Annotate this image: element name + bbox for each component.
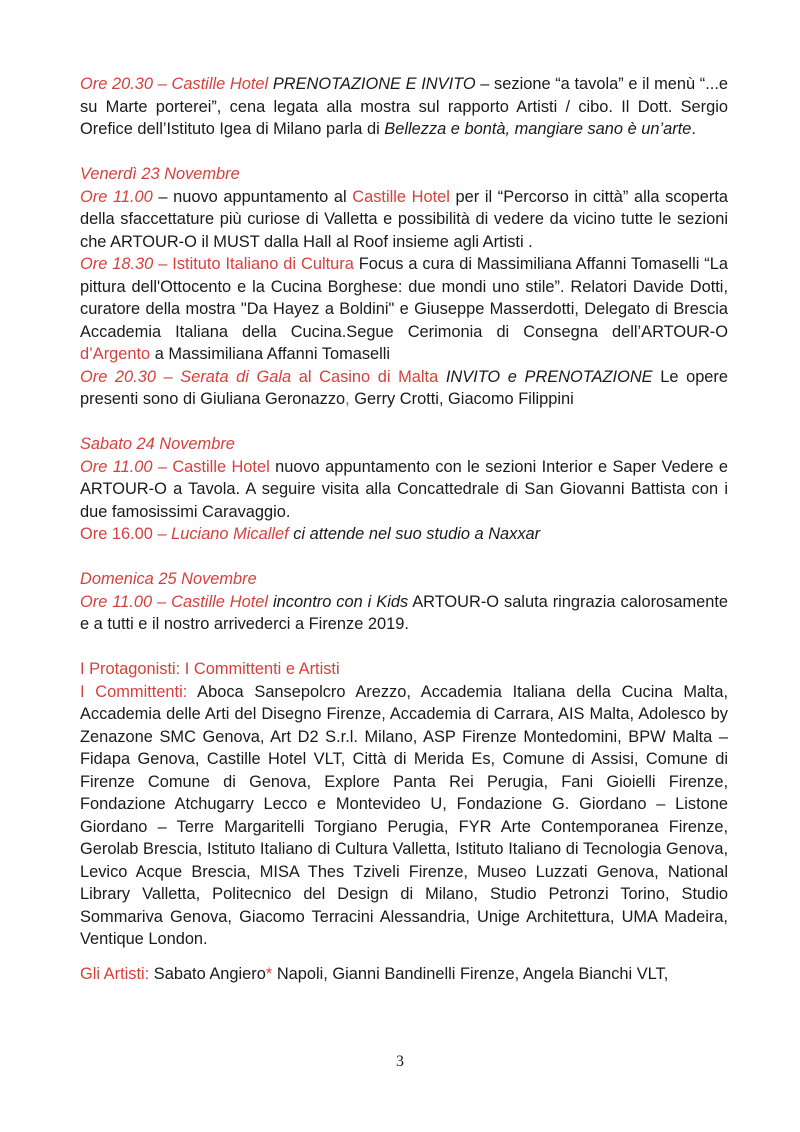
talk-title: Bellezza e bontà, mangiare sano è un’arte <box>384 120 692 138</box>
committenti-names: Aboca Sansepolcro Arezzo, Accademia Italiana della Cucina Malta, Accademia delle Arti del Disegno Firenze, Accademia di Carrara, AIS Malta, Adolesco by Zenazone SMC Genova, Art D2 S.r.l. Milano, ASP Firenze Montedomini, BPW Malta – Fidapa Genova, Castille Hotel VLT, Città di Merida Es, Comune di Assisi, Comune di Firenze Comune di Genova, Explore Panta Rei Perugia, Fani Gioielli Firenze, Fondazione Atchugarry Lecco e Montevideo U, Fondazione G. Giordano – Listone Giordano – Terre Margaritelli Torgiano Perugia, FYR Arte Contemporanea Firenze, Gerolab Brescia, Istituto Italiano di Cultura Valletta, Istituto Italiano di Tecnologia Genova, Levico Acque Brescia, MISA Thes Tziveli Firenze, Museo Luzzati Genova, National Library Valletta, Politecnico del Design di Milano, Studio Petronzi Torino, Studio Sommariva Genova, Giacomo Terracini Alessandria, Unige Architettura, UMA Madeira, Ventique London. <box>80 682 728 948</box>
artist-name: Luciano Micallef <box>171 525 289 543</box>
day-heading-domenica: Domenica 25 Novembre <box>80 570 257 588</box>
event-venue: Castille Hotel <box>172 457 270 476</box>
event-domenica-1100: Ore 11.00 – Castille Hotel incontro con i Kids ARTOUR-O saluta ringrazia calorosamente e a tutti e il nostro arrivederci a Firenze 2019. <box>80 592 729 633</box>
asterisk-mark: * <box>265 964 273 983</box>
event-sabato-1600: Ore 16.00 – Luciano Micallef ci attende nel suo studio a Naxxar <box>80 525 541 543</box>
event-venerdi-2030: Ore 20.30 – Serata di Gala al Casino di Malta INVITO e PRENOTAZIONE Le opere presenti sono di Giuliana Geronazzo, Gerry Crotti, Giacomo Filippini <box>80 367 728 408</box>
page-number: 3 <box>396 1053 404 1070</box>
artist-name: Sabato Angiero <box>153 964 266 983</box>
event-time-title: Ore 20.30 – Serata di Gala <box>80 367 292 386</box>
committenti-list: I Committenti: Aboca Sansepolcro Arezzo, Accademia Italiana della Cucina Malta, Accademia delle Arti del Disegno Firenze, Accademia di Carrara, AIS Malta, Adolesco by Zenazone SMC Genova, Art D2 S.r.l. Milano, ASP Firenze Montedomini, BPW Malta – Fidapa Genova, Castille Hotel VLT, Città di Merida Es, Comune di Assisi, Comune di Firenze Comune di Genova, Explore Panta Rei Perugia, Fani Gioielli Firenze, Fondazione Atchugarry Lecco e Montevideo U, Fondazione G. Giordano – Listone Giordano – Terre Margaritelli Torgiano Perugia, FYR Arte Contemporanea Firenze, Gerolab Brescia, Istituto Italiano di Cultura Valletta, Istituto Italiano di Tecnologia Genova, Levico Acque Brescia, MISA Thes Tziveli Firenze, Museo Luzzati Genova, National Library Valletta, Politecnico del Design di Milano, Studio Petronzi Torino, Studio Sommariva Genova, Giacomo Terracini Alessandria, Unige Architettura, UMA Madeira, Ventique London. <box>80 682 728 948</box>
kids-event: incontro con i Kids <box>268 592 409 611</box>
artisti-names: Napoli, Gianni Bandinelli Firenze, Angela Bianchi VLT, <box>272 964 669 983</box>
event-time: Ore 18.30 – <box>80 255 173 273</box>
event-venerdi-1100: Ore 11.00 – nuovo appuntamento al Castille Hotel per il “Percorso in città” alla scoperta della sfaccettature più curiose di Valletta e possibilità di vedere da vicino tutte le sezioni che ARTOUR-O il MUST dalla Hall al Roof insieme agli Artisti . <box>80 187 728 251</box>
award-name: d’Argento <box>80 345 151 363</box>
event-time: Ore 11.00 – <box>80 457 173 476</box>
event-venue: Castille Hotel <box>352 187 450 206</box>
section-heading-protagonisti: I Protagonisti: I Committenti e Artisti <box>80 660 340 678</box>
event-venue: Castille Hotel <box>171 592 269 611</box>
day-heading-sabato: Sabato 24 Novembre <box>80 435 235 453</box>
event-sabato-1100: Ore 11.00 – Castille Hotel nuovo appuntamento con le sezioni Interior e Saper Vedere e ARTOUR-O a Tavola. A seguire visita alla Concattedrale di San Giovanni Battista con i due famosissimi Caravaggio. <box>80 457 728 521</box>
committenti-label: I Committenti <box>80 682 183 701</box>
event-venerdi-1830: Ore 18.30 – Istituto Italiano di Cultura Focus a cura di Massimiliana Affanni Tomaselli “La pittura dell'Ottocento e la Cucina Borghese: due mondi uno stile”. Relatori Davide Dotti, curatore della mostra "Da Hayez a Boldini" e Giuseppe Masserdotti, Delegato di Brescia Accademia Italiana della Cucina.Segue Cerimonia di Consegna dell’ARTOUR-O d’Argento a Massimiliana Affanni Tomaselli <box>80 255 728 363</box>
event-time: Ore 11.00 – <box>80 592 172 611</box>
event-time: Ore 16.00 – <box>80 525 172 543</box>
day-heading-venerdi: Venerdì 23 Novembre <box>80 165 240 183</box>
event-venue: Istituto Italiano di Cultura <box>172 255 354 273</box>
artisti-list: Gli Artisti: Sabato Angiero* Napoli, Gianni Bandinelli Firenze, Angela Bianchi VLT, <box>80 964 669 983</box>
event-time: Ore 11.00 <box>80 187 153 206</box>
event-thursday-dinner: Ore 20.30 – Castille Hotel PRENOTAZIONE E INVITO – sezione “a tavola” e il menù “...e su Marte porterei”, cena legata alla mostra sul rapporto Artisti / cibo. Il Dott. Sergio Orefice dell’Istituto Igea di Milano parla di Bellezza e bontà, mangiare sano è un’arte. <box>80 75 729 138</box>
event-venue: al Casino di Malta <box>291 367 446 386</box>
booking-note: PRENOTAZIONE E INVITO <box>272 75 476 93</box>
event-description: – sezione “a tavola” e il menù “...e su Marte porterei”, cena legata alla mostra sul rapporto Artisti / cibo. Il Dott. Sergio Orefice dell’Istituto Igea di Milano parla di <box>80 75 729 138</box>
event-time-venue: Ore 20.30 – Castille Hotel <box>80 75 269 93</box>
document-page <box>80 73 728 985</box>
artisti-label: Gli Artisti <box>80 964 145 983</box>
booking-note: INVITO e PRENOTAZIONE <box>445 367 653 386</box>
